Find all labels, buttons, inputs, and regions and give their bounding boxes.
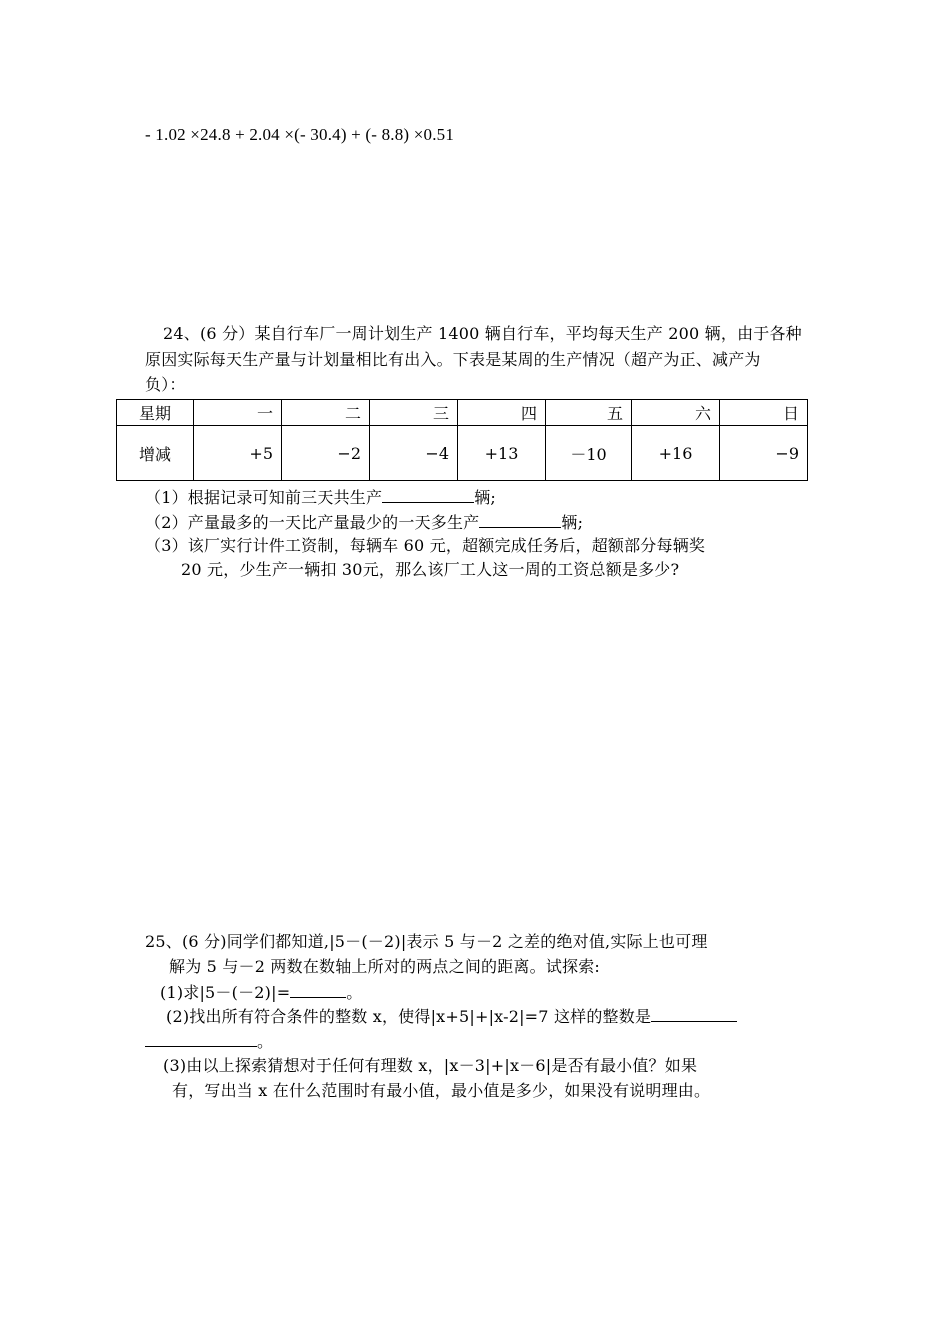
q25-sub3-line1: (3)由以上探索猜想对于任何有理数 x，|x－3|+|x－6|是否有最小值？如果 (163, 1056, 698, 1075)
change-cell: +5 (194, 426, 282, 481)
weekday-cell: 四 (458, 400, 546, 426)
weekday-header: 星期 (117, 400, 194, 426)
weekday-cell: 五 (546, 400, 632, 426)
q25-intro-line1: 25、(6 分)同学们都知道,|5－(－2)|表示 5 与－2 之差的绝对值,实际上也可理 (145, 932, 708, 951)
change-cell: −4 (370, 426, 458, 481)
q25-sub2-blank[interactable] (651, 1005, 737, 1022)
q24-sub1 (145, 486, 496, 509)
weekday-cell: 三 (370, 400, 458, 426)
q23-expression: - 1.02 ×24.8 + 2.04 ×(- 30.4) + (- 8.8) ×0.51 (145, 125, 455, 144)
q24-sub1-text: （1）根据记录可知前三天共生产 (145, 488, 383, 507)
q24-intro-line2: 原因实际每天生产量与计划量相比有出入。下表是某周的生产情况（超产为正、减产为 (145, 350, 761, 369)
q24-intro-line1: 24、(6 分）某自行车厂一周计划生产 1400 辆自行车，平均每天生产 200 辆，由于各种 (163, 324, 802, 343)
weekday-cell: 一 (194, 400, 282, 426)
production-table (116, 399, 808, 481)
q25-sub2-blank-continued[interactable] (145, 1030, 257, 1047)
q24-sub1-blank[interactable] (382, 486, 474, 503)
q24-sub2-suffix: 辆; (561, 513, 584, 532)
change-cell: −9 (720, 426, 808, 481)
q24-sub2-blank[interactable] (479, 511, 561, 528)
change-cell: +16 (632, 426, 720, 481)
q25-intro-line2: 解为 5 与－2 两数在数轴上所对的两点之间的距离。试探索: (169, 957, 601, 976)
table-row-change (117, 426, 808, 481)
q25-sub2-suffix: 。 (257, 1032, 274, 1051)
q25-sub3-line2: 有，写出当 x 在什么范围时有最小值，最小值是多少，如果没有说明理由。 (172, 1081, 711, 1100)
q24-intro-line3: 负）： (145, 375, 186, 394)
change-header: 增减 (117, 426, 194, 481)
q24-sub3-line2: 20 元，少生产一辆扣 30元，那么该厂工人这一周的工资总额是多少? (181, 560, 680, 579)
table-row-weekday (117, 400, 808, 426)
q24-sub3-line1: （3）该厂实行计件工资制，每辆车 60 元，超额完成任务后，超额部分每辆奖 (145, 536, 706, 555)
weekday-cell: 二 (282, 400, 370, 426)
q24-sub1-suffix: 辆; (474, 488, 496, 507)
change-cell: −2 (282, 426, 370, 481)
q25-sub1-text: (1)求|5－(－2)|= (160, 983, 291, 1002)
q24-sub2-text: （2）产量最多的一天比产量最少的一天多生产 (145, 513, 480, 532)
q24-sub2 (145, 511, 583, 534)
q25-sub2-line2 (145, 1030, 273, 1053)
q25-sub2-text: (2)找出所有符合条件的整数 x，使得|x+5|+|x-2|=7 这样的整数是 (166, 1007, 652, 1026)
change-cell: －10 (546, 426, 632, 481)
q25-sub1-blank[interactable] (290, 981, 346, 998)
weekday-cell: 六 (632, 400, 720, 426)
q25-sub1 (160, 981, 363, 1004)
q25-sub2-line1 (166, 1005, 737, 1028)
change-cell: +13 (458, 426, 546, 481)
weekday-cell: 日 (720, 400, 808, 426)
q25-sub1-suffix: 。 (346, 983, 363, 1002)
